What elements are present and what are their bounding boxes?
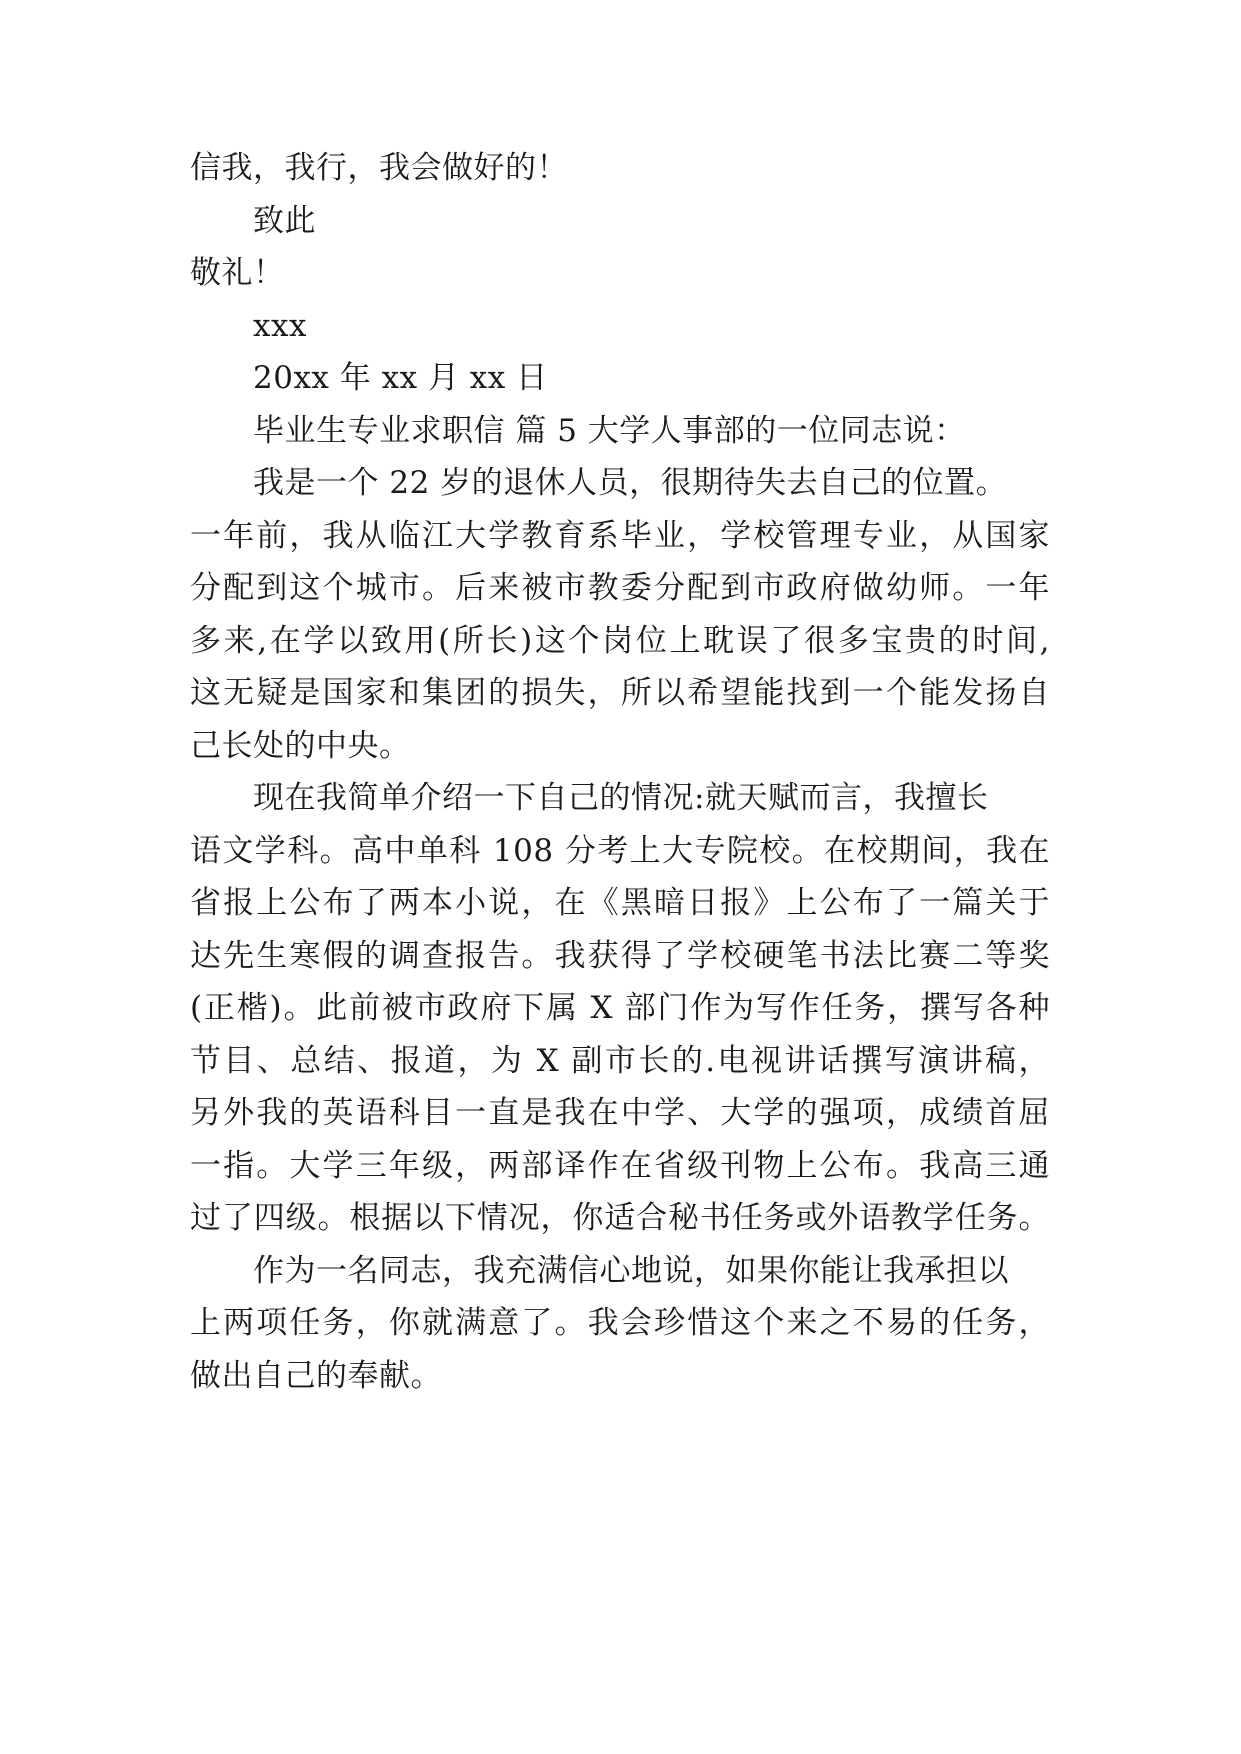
text-line: 毕业生专业求职信 篇 5 大学人事部的一位同志说： [253, 413, 966, 449]
text-line: 20xx 年 xx 月 xx 日 [253, 360, 548, 396]
text-line: 己长处的中央。 [190, 728, 411, 764]
text-line: 达先生寒假的调查报告。我获得了学校硬笔书法比赛二等奖 [190, 938, 1050, 974]
text-line: (正楷)。此前被市政府下属 X 部门作为写作任务，撰写各种 [190, 990, 1050, 1026]
text-line: 敬礼！ [190, 255, 285, 291]
text-line: 现在我简单介绍一下自己的情况:就天赋而言，我擅长 [253, 780, 989, 816]
text-line: 一年前，我从临江大学教育系毕业，学校管理专业，从国家 [190, 518, 1050, 554]
text-line: 我是一个 22 岁的退休人员，很期待失去自己的位置。 [253, 465, 1008, 501]
text-line: 另外我的英语科目一直是我在中学、大学的强项，成绩首屈 [190, 1095, 1050, 1131]
text-line: 信我，我行，我会做好的！ [190, 150, 568, 186]
text-line: 省报上公布了两本小说，在《黑暗日报》上公布了一篇关于 [190, 885, 1050, 921]
text-line: 作为一名同志，我充满信心地说，如果你能让我承担以 [253, 1253, 1009, 1289]
text-line: xxx [253, 308, 307, 344]
text-line: 致此 [253, 203, 316, 239]
text-line: 这无疑是国家和集团的损失，所以希望能找到一个能发扬自 [190, 675, 1050, 711]
text-line: 多来,在学以致用(所长)这个岗位上耽误了很多宝贵的时间, [190, 623, 1050, 659]
text-line: 语文学科。高中单科 108 分考上大专院校。在校期间，我在 [190, 833, 1050, 869]
text-line: 节目、总结、报道，为 X 副市长的.电视讲话撰写演讲稿， [190, 1043, 1050, 1079]
text-line: 做出自己的奉献。 [190, 1358, 442, 1394]
text-line: 过了四级。根据以下情况，你适合秘书任务或外语教学任务。 [190, 1200, 1050, 1236]
text-line: 上两项任务，你就满意了。我会珍惜这个来之不易的任务， [190, 1305, 1050, 1341]
text-line: 一指。大学三年级，两部译作在省级刊物上公布。我高三通 [190, 1148, 1050, 1184]
text-line: 分配到这个城市。后来被市教委分配到市政府做幼师。一年 [190, 570, 1050, 606]
